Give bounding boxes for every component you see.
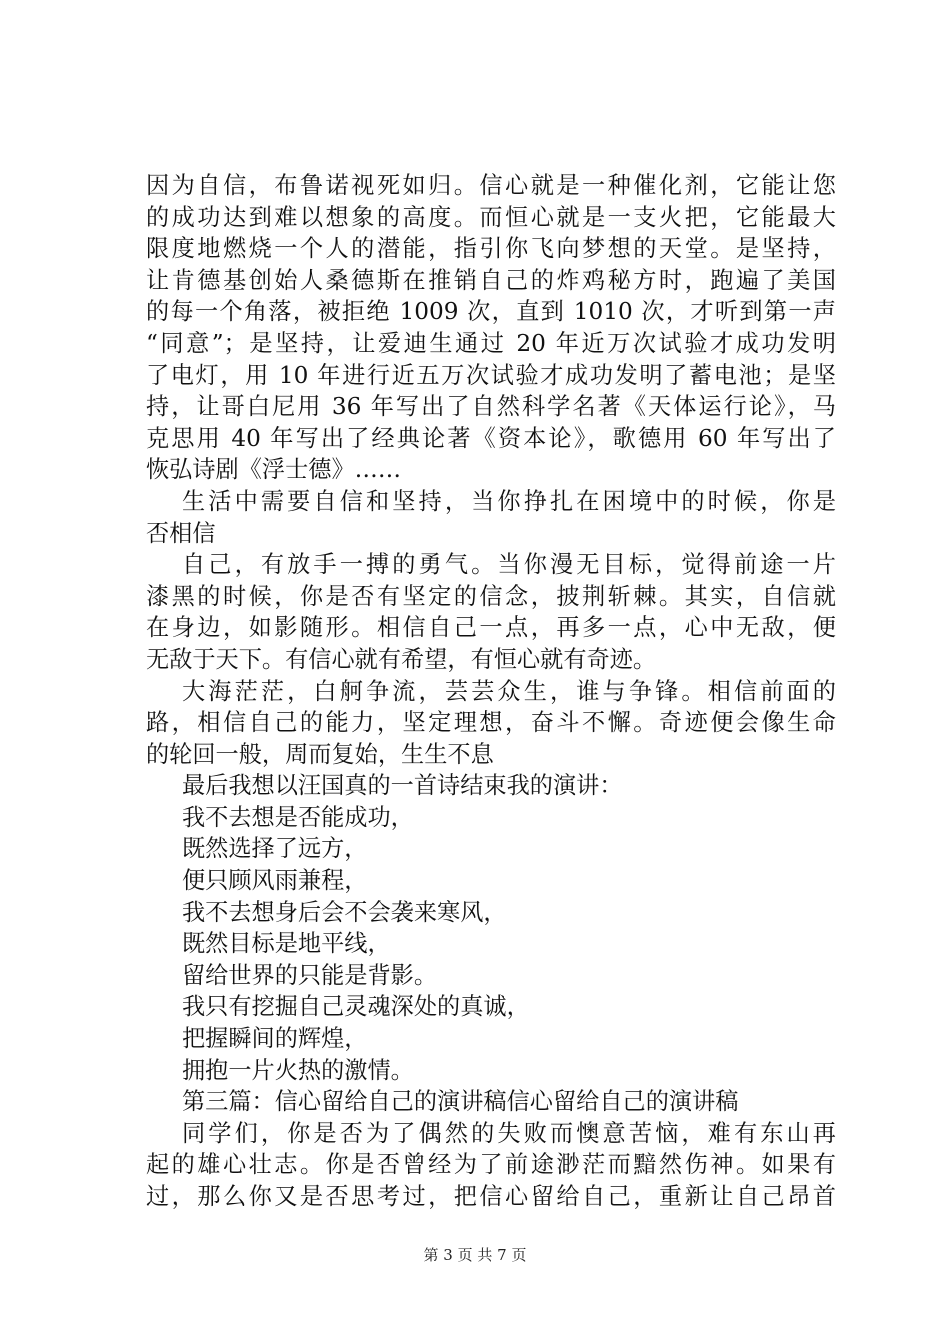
text-line: 因为自信，布鲁诺视死如归。信心就是一种催化剂，它能让您 [146, 172, 836, 199]
page-number: 第 3 页 共 7 页 [423, 1246, 527, 1264]
poem-line: 留给世界的只能是背影。 [182, 961, 438, 989]
text-line: 恢弘诗剧《浮士德》…… [146, 456, 402, 484]
text-line: 克思用 40 年写出了经典论著《资本论》，歌德用 60 年写出了 [146, 424, 836, 452]
poem-line: 既然选择了远方， [182, 835, 368, 863]
text-line: 的成功达到难以想象的高度。而恒心就是一支火把，它能最大 [146, 203, 836, 231]
text-line: 让肯德基创始人桑德斯在推销自己的炸鸡秘方时，跑遍了美国 [146, 266, 836, 294]
text-line: 漆黑的时候，你是否有坚定的信念，披荆斩棘。其实，自信就 [146, 582, 836, 610]
poem-line: 既然目标是地平线， [182, 930, 391, 958]
poem-line: 把握瞬间的辉煌， [182, 1025, 368, 1053]
text-line: 限度地燃烧一个人的潜能，指引你飞向梦想的天堂。是坚持， [146, 235, 836, 263]
poem-line: 我不去想是否能成功， [182, 803, 414, 831]
text-line: 路，相信自己的能力，坚定理想，奋斗不懈。奇迹便会像生命 [146, 709, 836, 737]
text-line: 无敌于天下。有信心就有希望，有恒心就有奇迹。 [146, 645, 657, 673]
text-line: 过，那么你又是否思考过，把信心留给自己，重新让自己昂首 [146, 1183, 836, 1210]
text-line: 自己，有放手一搏的勇气。当你漫无目标，觉得前途一片 [182, 551, 836, 579]
page-footer [0, 1245, 950, 1265]
text-line: 否相信 [146, 519, 216, 547]
text-line: “同意”；是坚持，让爱迪生通过 20 年近万次试验才成功发明 [146, 329, 836, 357]
text-line: 的轮回一般，周而复始，生生不息 [146, 740, 494, 768]
text-line: 生活中需要自信和坚持，当你挣扎在困境中的时候，你是 [182, 487, 836, 515]
text-line: 起的雄心壮志。你是否曾经为了前途渺茫而黯然伤神。如果有 [146, 1151, 836, 1179]
text-line: 在身边，如影随形。相信自己一点，再多一点，心中无敌，便 [146, 614, 836, 642]
poem-line: 拥抱一片火热的激情。 [182, 1056, 414, 1084]
poem-line: 我不去想身后会不会袭来寒风， [182, 898, 507, 926]
text-line: 持，让哥白尼用 36 年写出了自然科学名著《天体运行论》，马 [146, 393, 836, 421]
text-line: 大海茫茫，白舸争流，芸芸众生，谁与争锋。相信前面的 [182, 677, 836, 705]
text-line: 最后我想以汪国真的一首诗结束我的演讲： [182, 772, 623, 800]
section-heading: 第三篇：信心留给自己的演讲稿信心留给自己的演讲稿 [182, 1088, 739, 1116]
text-line: 了电灯，用 10 年进行近五万次试验才成功发明了蓄电池；是坚 [146, 361, 836, 389]
text-line: 的每一个角落，被拒绝 1009 次，直到 1010 次，才听到第一声 [146, 298, 836, 326]
poem-line: 便只顾风雨兼程， [182, 867, 368, 895]
poem-line: 我只有挖掘自己灵魂深处的真诚， [182, 993, 530, 1021]
document-body [146, 170, 836, 1213]
text-line: 同学们，你是否为了偶然的失败而懊意苦恼，难有东山再 [182, 1119, 836, 1147]
